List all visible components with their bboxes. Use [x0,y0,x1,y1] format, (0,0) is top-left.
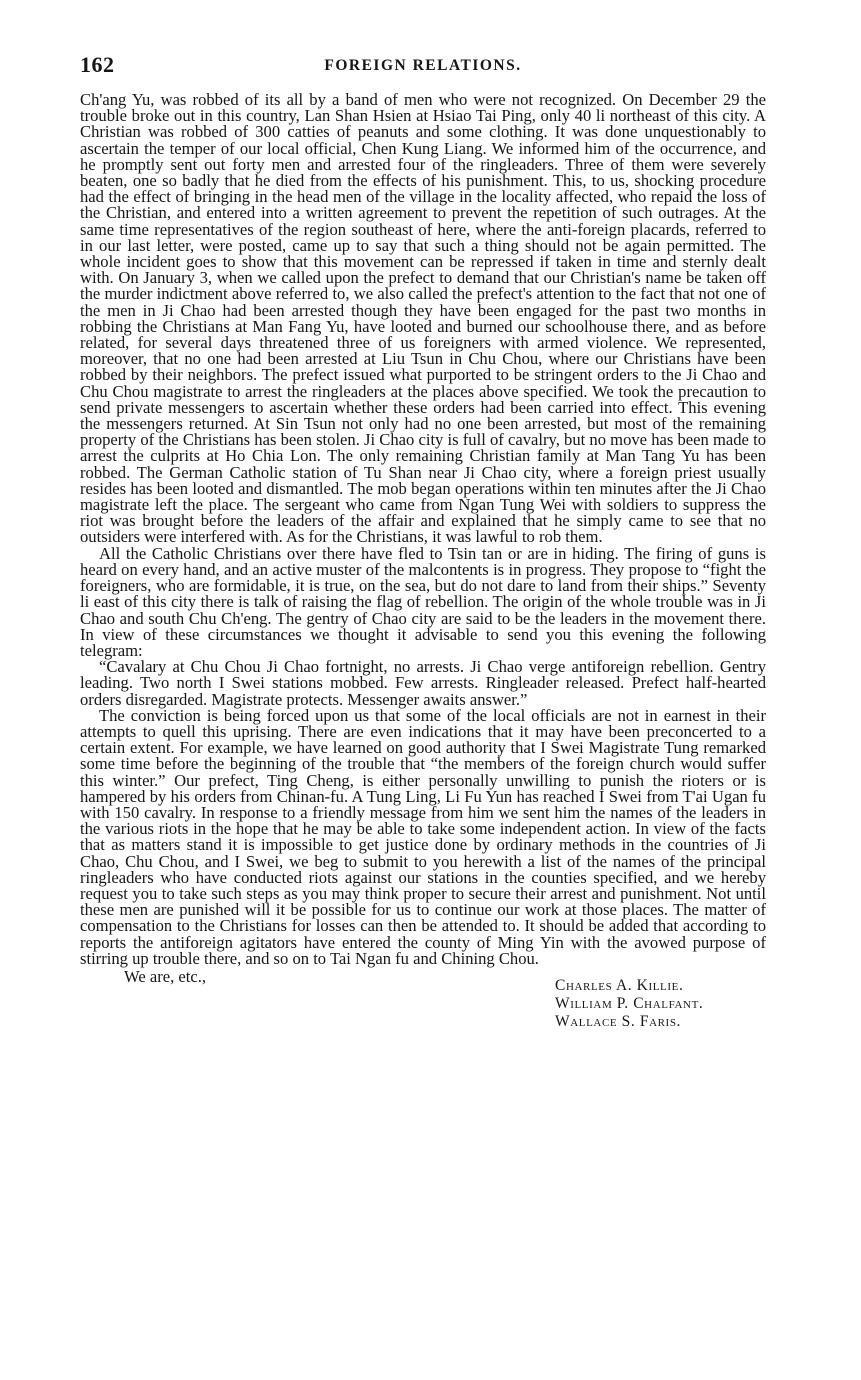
letter-closing [80,966,766,1033]
paragraph-continued: Ch'ang Yu, was robbed of its all by a band of men who were not recognized. On December 29 the trouble broke out in this country, Lan Shan Hsien at Hsiao Tai Ping, only 40 li northeast of this city. A Christian was robbed of 300 catties of peanuts and some clothing. It was done unquestionably to ascertain the temper of our local official, Chen Kung Liang. We informed him of the occurrence, and he promptly sent out forty men and arrested four of the ringleaders. Three of them were severely beaten, one so badly that he died from the effects of his punishment. This, to us, shocking procedure had the effect of bringing in the head men of the village in the locality affected, who repaid the loss of the Christian, and entered into a written agreement to prevent the repetition of such outrages. At the same time representatives of the region southeast of here, where the anti-foreign placards, referred to in our last letter, were posted, came up to say that such a thing should not be again permitted. The whole incident goes to show that this movement can be repressed if taken in time and sternly dealt with. On January 3, when we called upon the prefect to demand that our Christian's name be taken off the murder indictment above referred to, we also called the prefect's attention to the fact that not one of the men in Ji Chao had been arrested though they have been engaged for the past two months in robbing the Christians at Man Fang Yu, have looted and burned our schoolhouse there, and as before related, for several days threatened three of us foreigners with armed violence. We represented, moreover, that no one had been arrested at Liu Tsun in Chu Chou, where our Christians have been robbed by their neighbors. The prefect issued what purported to be stringent orders to the Ji Chao and Chu Chou magistrate to arrest the ringleaders at the places above specified. We took the precaution to send private messengers to ascertain whether these orders had been carried into effect. This evening the messengers returned. At Sin Tsun not only had no one been arrested, but most of the remaining property of the Christians has been stolen. Ji Chao city is full of cavalry, but no move has been made to arrest the culprits at Ho Chia Lon. The only remaining Christian family at Man Tang Yu has been robbed. The German Catholic station of Tu Shan near Ji Chao city, where a foreign priest usually resides has been looted and dismantled. The mob began operations within ten minutes after the Ji Chao magistrate left the place. The sergeant who came from Ngan Tung Wei with soldiers to suppress the riot was brought before the leaders of the affair and explained that he simply came to see that no outsiders were interfered with. As for the Christians, it was lawful to rob them. [80,90,766,547]
document-page [80,52,766,1033]
page-number: 162 [80,52,115,77]
signature-name: Wallace S. Faris. [555,1012,682,1030]
telegram-quote: “Cavalary at Chu Chou Ji Chao fortnight, no arrests. Ji Chao verge antiforeign rebellion. Gentry leading. Two north I Swei stations mobbed. Few arrests. Ringleader released. Prefect half-hearted orders disregarded. Magistrate protects. Messenger awaits answer.” [80,657,766,709]
paragraph: The conviction is being forced upon us that some of the local officials are not in earnest in their attempts to quell this uprising. There are even indications that it may have been preconcerted to a certain extent. For example, we have learned on good authority that I Swei Magistrate Tung remarked some time before the beginning of the trouble that “the members of the foreign church would suffer this winter.” Our prefect, Ting Cheng, is either personally unwilling to punish the rioters or is hampered by his orders from Chinan-fu. A Tung Ling, Li Fu Yun has reached I Swei from T'ai Ugan fu with 150 cavalry. In response to a friendly message from him we sent him the names of the leaders in the various riots in the hope that he may be able to take some independent action. In view of the facts that as matters stand it is impossible to get justice done by ordinary methods in the countries of Ji Chao, Chu Chou, and I Swei, we beg to submit to you herewith a list of the names of the principal ringleaders who have conducted riots against our stations in the counties specified, and we hereby request you to take such steps as you may think proper to secure their arrest and punishment. Not until these men are punished will it be possible for us to continue our work at those places. The matter of compensation to the Christians for losses can then be attended to. It should be added that according to reports the antiforeign agitators have entered the county of Ming Yin with the avowed purpose of stirring up trouble there, and so on to Tai Ngan fu and Chining Chou. [80,705,766,968]
signature-name: William P. Chalfant. [555,994,704,1012]
closing-salutation: We are, etc., [124,966,207,986]
paragraph: All the Catholic Christians over there have fled to Tsin tan or are in hiding. The firing of guns is heard on every hand, and an active muster of the malcontents is in progress. They propose to “fight the foreigners, who are formidable, it is true, on the sea, but do not dare to land from their ships.” Seventy li east of this city there is talk of raising the flag of rebellion. The origin of the whole trouble was in Ji Chao and south Chu Ch'eng. The gentry of Chao city are said to be the leaders in the movement there. In view of these circumstances we thought it advisable to send you this evening the following telegram: [80,543,766,660]
running-head: FOREIGN RELATIONS. [324,57,522,74]
signature-name: Charles A. Killie. [555,976,684,994]
page-header [80,52,766,86]
body-text [80,92,766,967]
signature-block [555,977,703,1031]
